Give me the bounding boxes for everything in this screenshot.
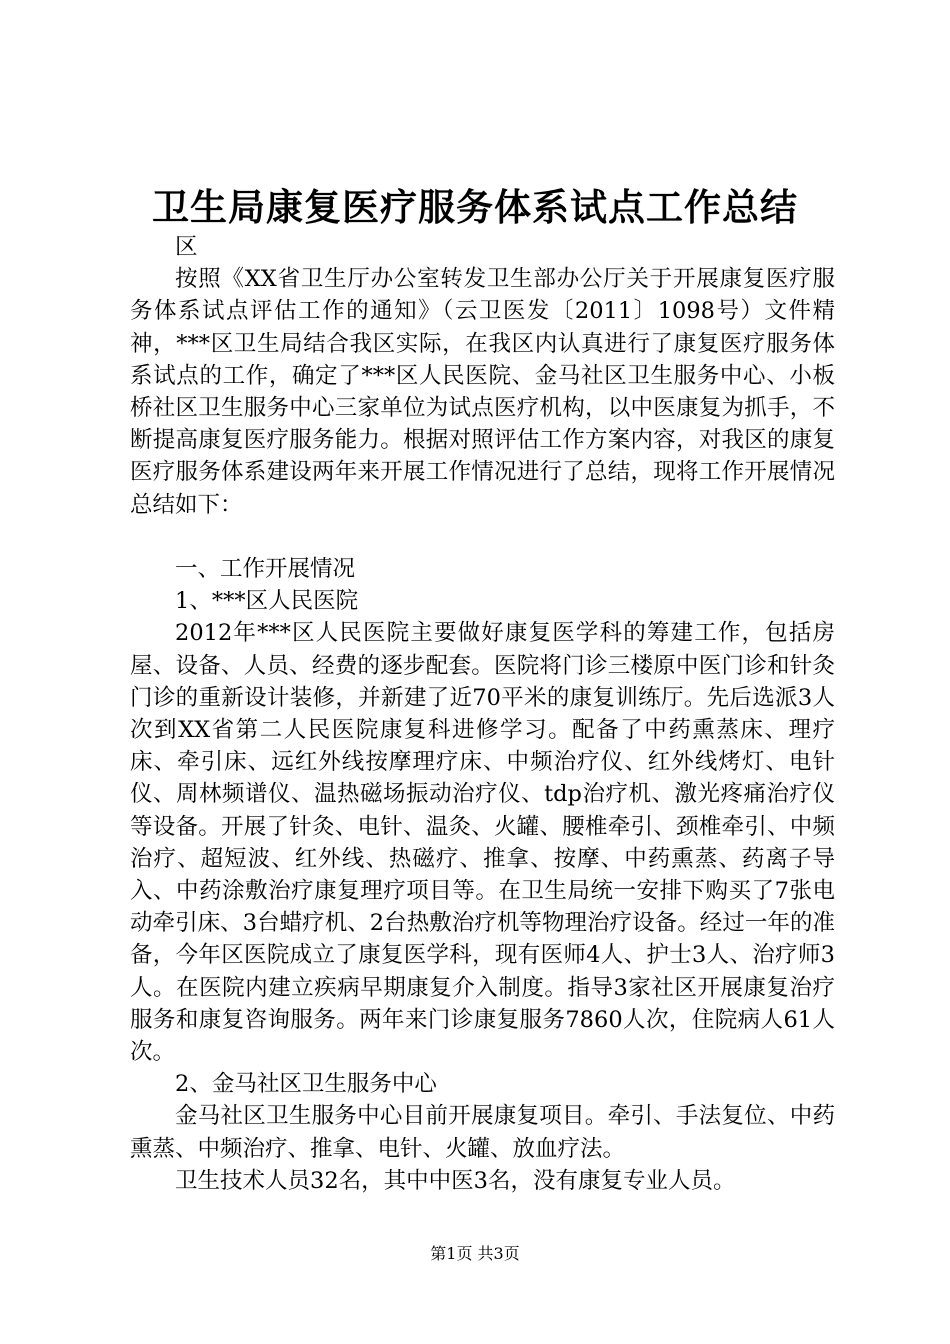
document-body [130,231,835,1197]
hospital-paragraph: 2012年***区人民医院主要做好康复医学科的筹建工作，包括房屋、设备、人员、经费的逐步配套。医院将门诊三楼原中医门诊和针灸门诊的重新设计装修，并新建了近70平米的康复训练厅。先后选派3人次到XX省第二人民医院康复科进修学习。配备了中药熏蒸床、理疗床、牵引床、远红外线按摩理疗床、中频治疗仪、红外线烤灯、电针仪、周林频谱仪、温热磁场振动治疗仪、tdp治疗机、激光疼痛治疗仪等设备。开展了针灸、电针、温灸、火罐、腰椎牵引、颈椎牵引、中频治疗、超短波、红外线、热磁疗、推拿、按摩、中药熏蒸、药离子导入、中药涂敷治疗康复理疗项目等。在卫生局统一安排下购买了7张电动牵引床、3台蜡疗机、2台热敷治疗机等物理治疗设备。经过一年的准备，今年区医院成立了康复医学科，现有医师4人、护士3人、治疗师3人。在医院内建立疾病早期康复介入制度。指导3家社区开展康复治疗服务和康复咨询服务。两年来门诊康复服务7860人次，住院病人61人次。 [130,620,835,1066]
section-heading: 一、工作开展情况 [175,556,356,583]
district-line: 区 [175,234,198,260]
subsection-heading-hospital: 1、***区人民医院 [175,588,359,615]
jinma-paragraph: 金马社区卫生服务中心目前开展康复项目。牵引、手法复位、中药熏蒸、中频治疗、推拿、电针、火罐、放血疗法。 [130,1103,835,1162]
page-footer: 第1页 共3页 [430,1244,520,1263]
staff-paragraph: 卫生技术人员32名，其中中医3名，没有康复专业人员。 [175,1167,736,1194]
document-title: 卫生局康复医疗服务体系试点工作总结 [152,186,798,229]
intro-paragraph: 按照《XX省卫生厅办公室转发卫生部办公厅关于开展康复医疗服务体系试点评估工作的通知》（云卫医发〔2011〕1098号）文件精神，***区卫生局结合我区实际，在我区内认真进行了康复医疗服务体系试点的工作，确定了***区人民医院、金马社区卫生服务中心、小板桥社区卫生服务中心三家单位为试点医疗机构，以中医康复为抓手，不断提高康复医疗服务能力。根据对照评估工作方案内容，对我区的康复医疗服务体系建设两年来开展工作情况进行了总结，现将工作开展情况总结如下： [130,266,835,518]
paragraph-gap [130,521,835,553]
subsection-heading-jinma: 2、金马社区卫生服务中心 [175,1071,437,1098]
